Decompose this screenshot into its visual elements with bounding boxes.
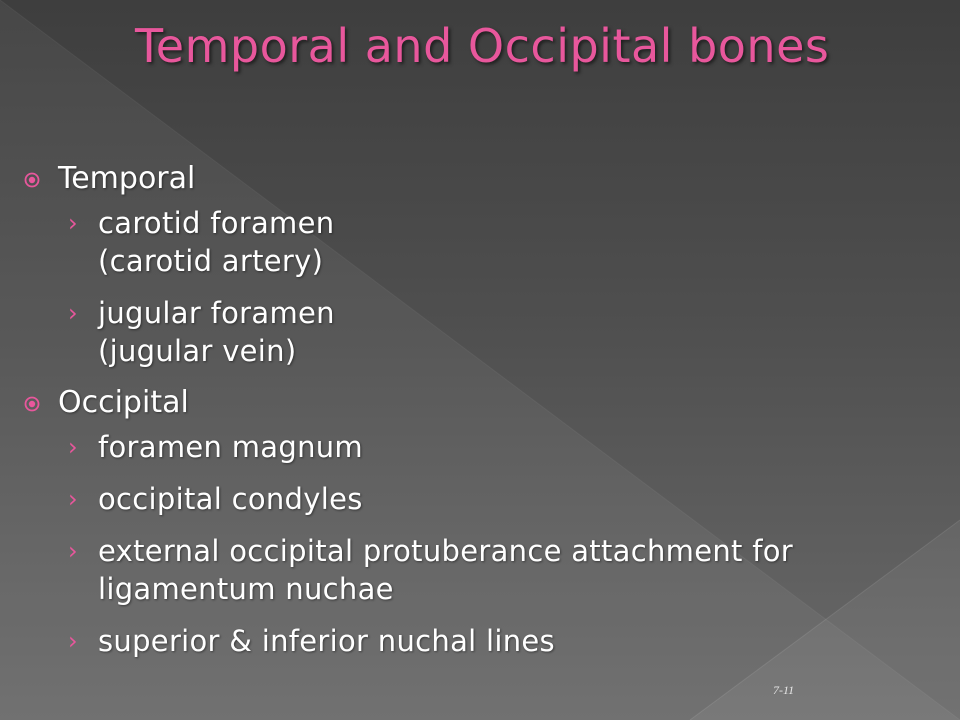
chevron-right-icon: › — [68, 485, 78, 513]
chevron-right-icon: › — [68, 299, 78, 327]
chevron-right-icon: › — [68, 537, 78, 565]
bullet-list — [24, 160, 924, 674]
sub-list — [58, 204, 924, 370]
section-label: Temporal — [58, 161, 196, 196]
list-item — [58, 532, 924, 608]
list-item-text: occipital condyles — [98, 482, 363, 516]
list-item-text: superior & inferior nuchal lines — [98, 624, 555, 658]
list-item-text: external occipital protuberance attachment for ligamentum nuchae — [98, 534, 793, 606]
list-item — [58, 294, 924, 370]
chevron-right-icon: › — [68, 209, 78, 237]
slide-number: 7-11 — [773, 683, 795, 697]
slide-title: Temporal and Occipital bones — [135, 19, 830, 73]
list-item — [58, 204, 924, 280]
sub-list — [58, 428, 924, 660]
section-temporal — [24, 160, 924, 370]
list-item-text: carotid foramen (carotid artery) — [98, 206, 335, 278]
list-item-text: jugular foramen (jugular vein) — [98, 296, 335, 368]
circled-dot-icon — [24, 172, 40, 188]
section-label: Occipital — [58, 385, 189, 420]
chevron-right-icon: › — [68, 433, 78, 461]
list-item — [58, 480, 924, 518]
section-occipital — [24, 384, 924, 660]
chevron-right-icon: › — [68, 627, 78, 655]
list-item-text: foramen magnum — [98, 430, 363, 464]
list-item — [58, 428, 924, 466]
list-item — [58, 622, 924, 660]
circled-dot-icon — [24, 396, 40, 412]
